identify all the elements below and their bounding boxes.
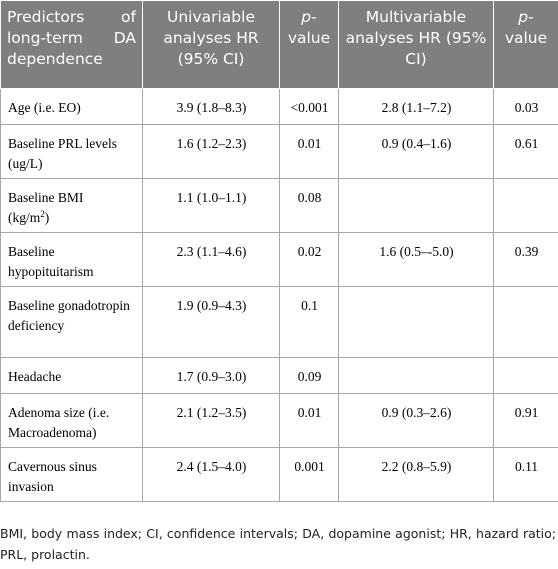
multivariable-p-cell: [494, 179, 558, 233]
table-row: [1, 125, 558, 179]
multivariable-hr-cell: [339, 179, 494, 233]
multivariable-hr-cell: 2.2 (0.8–5.9): [339, 448, 494, 502]
predictor-cell: Age (i.e. EO): [1, 89, 143, 125]
predictor-cell: Baseline hypopituitarism: [1, 233, 143, 287]
multivariable-p-cell: [494, 358, 558, 394]
multivariable-p-cell: 0.61: [494, 125, 558, 179]
multivariable-p-cell: 0.91: [494, 394, 558, 448]
superscript: 2: [40, 209, 45, 219]
univariable-hr-cell: 1.7 (0.9–3.0): [143, 358, 280, 394]
univariable-p-cell: 0.09: [280, 358, 339, 394]
table-row: [1, 358, 558, 394]
univariable-hr-cell: 2.3 (1.1–4.6): [143, 233, 280, 287]
predictor-unit-close: ): [44, 210, 50, 225]
univariable-hr-cell: 2.1 (1.2–3.5): [143, 394, 280, 448]
header-predictors: Predictors of long-term DA dependence: [1, 1, 143, 89]
table-header-row: [1, 1, 558, 89]
predictor-cell: Headache: [1, 358, 143, 394]
univariable-p-cell: 0.01: [280, 394, 339, 448]
univariable-p-cell: 0.001: [280, 448, 339, 502]
table-row: [1, 287, 558, 358]
multivariable-hr-cell: 2.8 (1.1–7.2): [339, 89, 494, 125]
header-multivariable-hr: Multivariable analyses HR (95% CI): [339, 1, 494, 89]
header-multivariable-p: [494, 1, 558, 89]
table-row: [1, 179, 558, 233]
table-row: [1, 89, 558, 125]
multivariable-hr-cell: 1.6 (0.5–-5.0): [339, 233, 494, 287]
univariable-hr-cell: 1.9 (0.9–4.3): [143, 287, 280, 358]
header-p-italic: p: [301, 8, 312, 26]
multivariable-p-cell: 0.11: [494, 448, 558, 502]
multivariable-hr-cell: [339, 287, 494, 358]
table-row: [1, 394, 558, 448]
table-row: [1, 233, 558, 287]
table-row: [1, 448, 558, 502]
multivariable-hr-cell: [339, 358, 494, 394]
header-p-italic: p: [518, 8, 529, 26]
predictor-cell: Adenoma size (i.e. Macroadenoma): [1, 394, 143, 448]
univariable-hr-cell: 1.6 (1.2–2.3): [143, 125, 280, 179]
univariable-p-cell: <0.001: [280, 89, 339, 125]
multivariable-p-cell: 0.39: [494, 233, 558, 287]
header-p-rest: -value: [504, 8, 548, 47]
multivariable-p-cell: 0.03: [494, 89, 558, 125]
multivariable-hr-cell: 0.9 (0.4–1.6): [339, 125, 494, 179]
univariable-p-cell: 0.02: [280, 233, 339, 287]
predictor-cell: [1, 179, 143, 233]
header-univariable-hr: Univariable analyses HR (95% CI): [143, 1, 280, 89]
univariable-hr-cell: 2.4 (1.5–4.0): [143, 448, 280, 502]
univariable-p-cell: 0.08: [280, 179, 339, 233]
multivariable-p-cell: [494, 287, 558, 358]
predictor-unit: (kg/m: [8, 210, 41, 225]
predictor-cell: Baseline PRL levels (ug/L): [1, 125, 143, 179]
table-footnote: BMI, body mass index; CI, confidence intervals; DA, dopamine agonist; HR, hazard ratio; PRL, prolactin.: [0, 526, 556, 562]
predictor-cell: Cavernous sinus invasion: [1, 448, 143, 502]
univariable-hr-cell: 1.1 (1.0–1.1): [143, 179, 280, 233]
predictor-text: Baseline BMI: [8, 190, 84, 205]
univariable-p-cell: 0.01: [280, 125, 339, 179]
predictor-cell: Baseline gonadotropin deficiency: [1, 287, 143, 358]
univariable-p-cell: 0.1: [280, 287, 339, 358]
header-p-rest: -value: [287, 8, 331, 47]
header-univariable-p: [280, 1, 339, 89]
univariable-hr-cell: 3.9 (1.8–8.3): [143, 89, 280, 125]
multivariable-hr-cell: 0.9 (0.3–2.6): [339, 394, 494, 448]
